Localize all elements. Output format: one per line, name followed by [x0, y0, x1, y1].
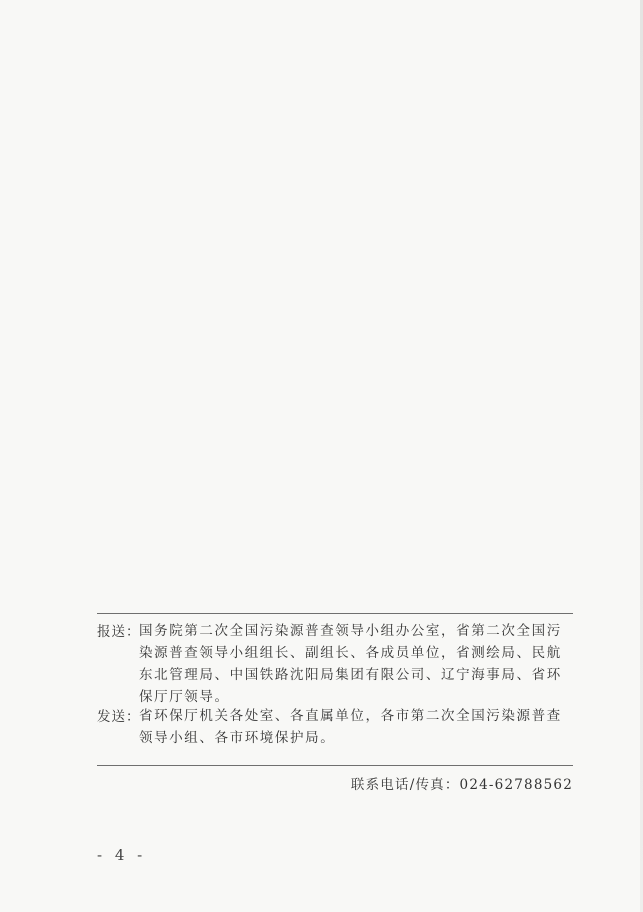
top-divider [97, 613, 573, 614]
send-to-section [97, 705, 573, 749]
report-to-label: 报送： [97, 624, 141, 640]
contact-phone-fax: 联系电话/传真：024-62788562 [350, 777, 573, 793]
bottom-divider [97, 765, 573, 766]
report-to-recipients: 国务院第二次全国污染源普查领导小组办公室，省第二次全国污染源普查领导小组组长、副组长、各成员单位，省测绘局、民航东北管理局、中国铁路沈阳局集团有限公司、辽宁海事局、省环保厅厅领导。 [139, 623, 562, 705]
send-to-label: 发送： [97, 709, 141, 725]
send-to-recipients: 省环保厅机关各处室、各直属单位，各市第二次全国污染源普查领导小组、各市环境保护局。 [139, 708, 562, 746]
page-number: - 4 - [97, 846, 147, 864]
report-to-section [97, 620, 573, 708]
